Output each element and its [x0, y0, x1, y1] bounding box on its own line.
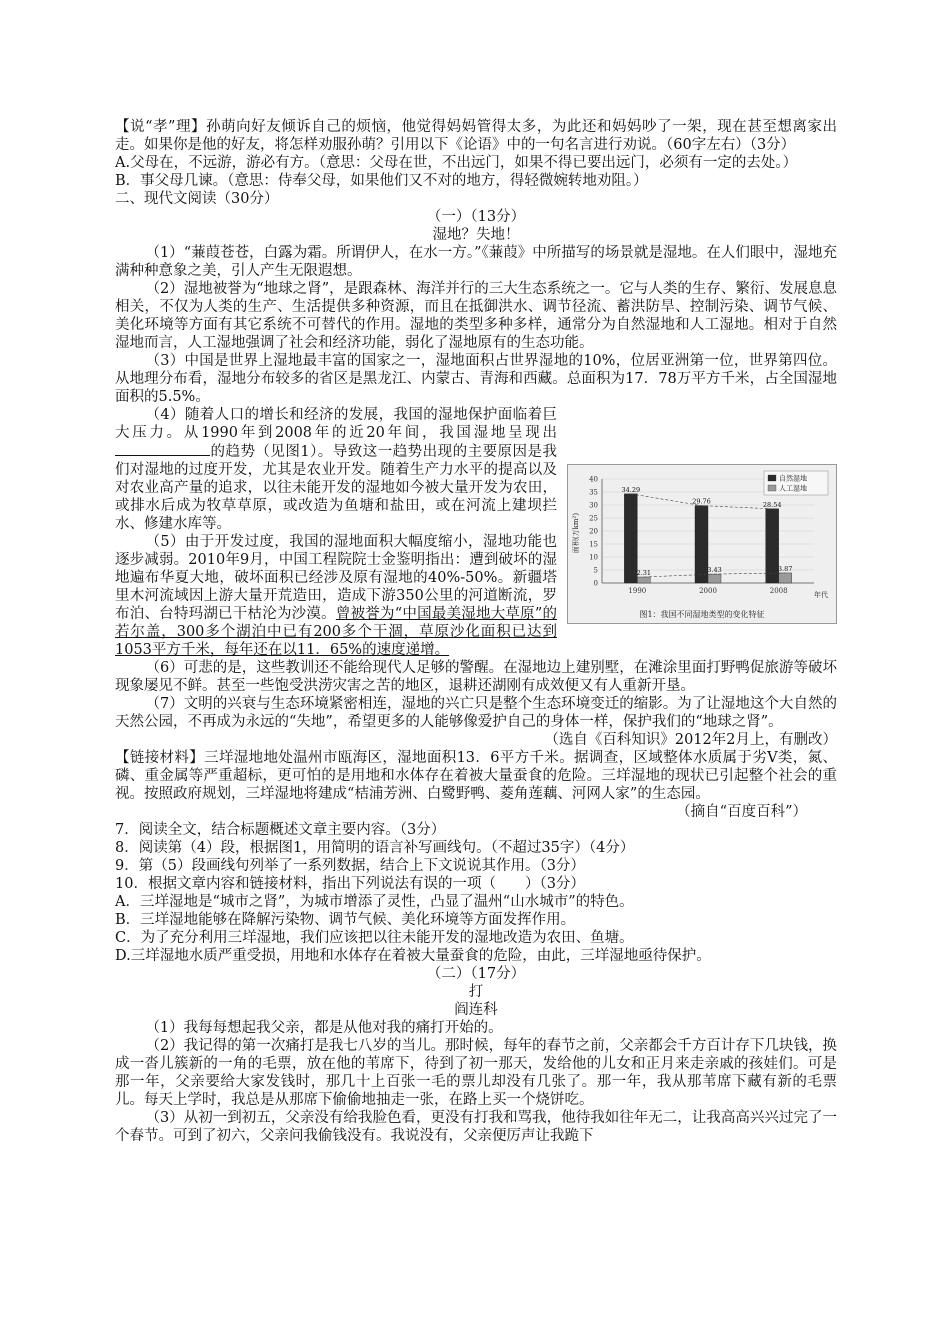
paragraph-3: （3）中国是世界上湿地最丰富的国家之一，湿地面积占世界湿地的10%，位居亚洲第一位，世界第四位。从地理分布看，湿地分布较多的省区是黑龙江、内蒙古、青海和西藏。总面积为17．78万平方千米，占全国湿地面积的5.5%。: [115, 353, 837, 405]
chart-svg: [568, 465, 836, 623]
paragraph-5-part-a: （5）由于开发过度，我国的湿地面积大幅度缩小，湿地功能也逐步减弱。2010年9月，中国工程院院士金鉴明指出：遭到破坏的湿地遍布华夏大地，破坏面积已经涉及原有湿地的40%-50%。新疆塔里木河流域因上游大量开荒造田，造成下游350公里的河道断流，罗布泊、台特玛湖已干枯沦为沙漠。: [115, 534, 557, 622]
underlined-sentence: 曾被誉为“中国最美湿地大草原”的若尔盖，300多个湖泊中已有200多个干涸，草原沙化面积已达到1053平方千米，每年还在以11．65%的速度递增。: [115, 606, 558, 658]
story-paragraph-3: （3）从初一到初五，父亲没有给我脸色看，更没有打我和骂我，他待我如往年无二，让我高高兴兴过完了一个春节。可到了初六，父亲问我偷钱没有。我说没有，父亲便厉声让我跪下: [115, 1110, 837, 1144]
chart-legend-swatch: [768, 485, 776, 491]
chart-y-tick-label: 15: [589, 540, 598, 549]
question-9: 9．第（5）段画线句列举了一系列数据，结合上下文说说其作用。（3分）: [115, 858, 585, 874]
chart-x-tick-label: 2008: [769, 587, 788, 595]
source-note: （选自《百科知识》2012年2月上，有删改）: [544, 732, 837, 748]
link-source: （摘自“百度百科”）: [676, 804, 807, 820]
question-7: 7．阅读全文，结合标题概述文章主要内容。（3分）: [115, 822, 446, 838]
question-10-option-a: A．三垟湿地是“城市之肾”，为城市增添了灵性，凸显了温州“山水城市”的特色。: [115, 894, 634, 910]
wetland-bar-chart: [567, 464, 837, 624]
chart-title: 图1：我国不同湿地类型的变化特征: [639, 610, 765, 619]
paragraph-4-part-a: （4）随着人口的增长和经济的发展，我国的湿地保护面临着巨大压力。从1990年到2008年的近20年间，我国湿地呈现出: [115, 407, 557, 441]
chart-data-label: 3.43: [707, 566, 722, 575]
option-a: A.父母在，不远游，游必有方。（意思：父母在世，不出远门，如果不得已要出远门，必须有一定的去处。）: [115, 155, 798, 171]
part-two-heading: （二）（17分）: [426, 966, 526, 982]
chart-data-label: 28.54: [762, 500, 782, 509]
paragraph-2: （2）湿地被誉为“地球之肾”，是跟森林、海洋并行的三大生态系统之一。它与人类的生存、繁衍、发展息息相关，不仅为人类的生产、生活提供多种资源，而且在抵御洪水、调节径流、蓄洪防旱、控制污染、调节气候、美化环境等方面有其它系统不可替代的作用。湿地的类型多种多样，通常分为自然湿地和人工湿地。相对于自然湿地而言，人工湿地强调了社会和经济功能，弱化了湿地原有的生态功能。: [115, 281, 837, 351]
chart-data-label: 29.76: [692, 497, 711, 506]
chart-legend-label: 人工湿地: [779, 484, 807, 493]
chart-bar: [695, 506, 708, 583]
question-10-option-d: D.三垟湿地水质严重受损，用地和水体存在着被大量蚕食的危险，由此，三垟湿地亟待保护。: [115, 948, 711, 964]
question-10-option-b: B．三垟湿地能够在降解污染物、调节气候、美化环境等方面发挥作用。: [115, 912, 576, 928]
chart-y-tick-label: 35: [589, 488, 598, 497]
chart-y-tick-label: 5: [593, 566, 598, 575]
chart-data-label: 3.87: [777, 564, 793, 573]
paragraph-4-part-b: 的趋势（见图1）。导致这一趋势出现的主要原因是我们对湿地的过度开发，尤其是农业开发。随着生产力水平的提高以及对农业高产量的追求，以往未能开发的湿地如今被大量开发为农田，或排水后成为牧草草原，或改造为鱼塘和盐田，或在河流上建坝拦水、修建水库等。: [115, 444, 557, 532]
section-heading: 二、现代文阅读（30分）: [115, 191, 279, 207]
paragraph-7: （7）文明的兴衰与生态环境紧密相连，湿地的兴亡只是整个生态环境变迁的缩影。为了让湿地这个大自然的天然公园，不再成为永远的“失地”，希望更多的人能够像爱护自己的身体一样，保护我们的“地球之肾”。: [115, 696, 837, 730]
story-paragraph-2: （2）我记得的第一次痛打是我七八岁的当儿。那时候，每年的春节之前，父亲都会千方百计存下几块钱，换成一沓儿簇新的一角的毛票，放在他的苇席下，待到了初一那天，发给他的儿女和正月来走亲戚的孩娃们。可是那一年，父亲要给大家发钱时，那几十上百张一毛的票儿却没有几张了。那一年，我从那苇席下藏有新的毛票儿。每天上学时，我总是从那席下偷偷地抽走一张，在路上买一个烧饼吃。: [115, 1038, 837, 1108]
chart-x-axis-label: 年代: [814, 591, 828, 599]
part-one-heading: （一）（13分）: [426, 209, 526, 225]
chart-y-axis-label: 面积(万km²): [572, 512, 580, 554]
story-title: 打: [468, 984, 484, 1000]
article-title: 湿地？失地！: [432, 227, 520, 243]
paragraph-6: （6）可悲的是，这些教训还不能给现代人足够的警醒。在湿地边上建别墅，在滩涂里面打野鸭促旅游等破坏现象屡见不鲜。甚至一些饱受洪涝灾害之苦的地区，退耕还湖刚有成效便又有人重新开垦。: [115, 660, 837, 694]
chart-bar: [779, 573, 792, 583]
chart-data-label: 34.29: [621, 485, 641, 494]
chart-x-tick-label: 1990: [628, 587, 647, 595]
chart-bar: [637, 577, 650, 583]
chart-y-tick-label: 25: [589, 514, 598, 523]
paragraph-1: （1）“蒹葭苍苍，白露为霜。所谓伊人，在水一方。”《蒹葭》中所描写的场景就是湿地。在人们眼中，湿地充满种种意象之美，引人产生无限遐想。: [115, 245, 837, 279]
chart-data-label: 2.31: [636, 568, 652, 577]
intro-question: 【说“孝”理】孙萌向好友倾诉自己的烦恼，他觉得妈妈管得太多，为此还和妈妈吵了一架，现在甚至想离家出走。如果你是他的好友，将怎样劝服孙萌？引用以下《论语》中的一句名言进行劝说。（60字左右）（3分）: [115, 119, 837, 153]
story-author: 阎连科: [454, 1002, 498, 1018]
document-page: [115, 118, 837, 1145]
chart-y-tick-label: 10: [589, 553, 598, 562]
chart-legend-swatch: [768, 475, 776, 481]
chart-y-tick-label: 0: [593, 579, 598, 588]
chart-bar: [708, 574, 721, 583]
chart-bar: [766, 509, 779, 583]
chart-y-tick-label: 20: [589, 527, 598, 536]
question-10: 10．根据文章内容和链接材料，指出下列说法有误的一项（ ）（3分）: [115, 876, 585, 892]
story-paragraph-1: （1）我每每想起我父亲，都是从他对我的痛打开始的。: [145, 1020, 503, 1036]
chart-bar: [624, 494, 637, 583]
chart-y-tick-label: 30: [589, 501, 598, 510]
fill-in-blank[interactable]: [115, 442, 210, 456]
option-b: B．事父母几谏。（意思：侍奉父母，如果他们又不对的地方，得轻微婉转地劝阻。）: [115, 173, 648, 189]
chart-legend-label: 自然湿地: [779, 474, 807, 483]
chart-x-tick-label: 2000: [699, 587, 717, 595]
chart-y-tick-label: 40: [589, 475, 598, 484]
question-8: 8．阅读第（4）段，根据图1，用简明的语言补写画线句。（不超过35字）（4分）: [115, 840, 635, 856]
link-material: 【链接材料】三垟湿地地处温州市瓯海区，湿地面积13．6平方千米。据调查，区域整体水质属于劣Ⅴ类，氮、磷、重金属等严重超标，更可怕的是用地和水体存在着被大量蚕食的危险。三垟湿地的现状已引起整个社会的重视。按照政府规划，三垟湿地将建成“桔浦芳洲、白鹭野鸭、菱角莲藕、河网人家”的生态园。: [115, 750, 837, 802]
question-10-option-c: C．为了充分利用三垟湿地，我们应该把以往未能开发的湿地改造为农田、鱼塘。: [115, 930, 634, 946]
